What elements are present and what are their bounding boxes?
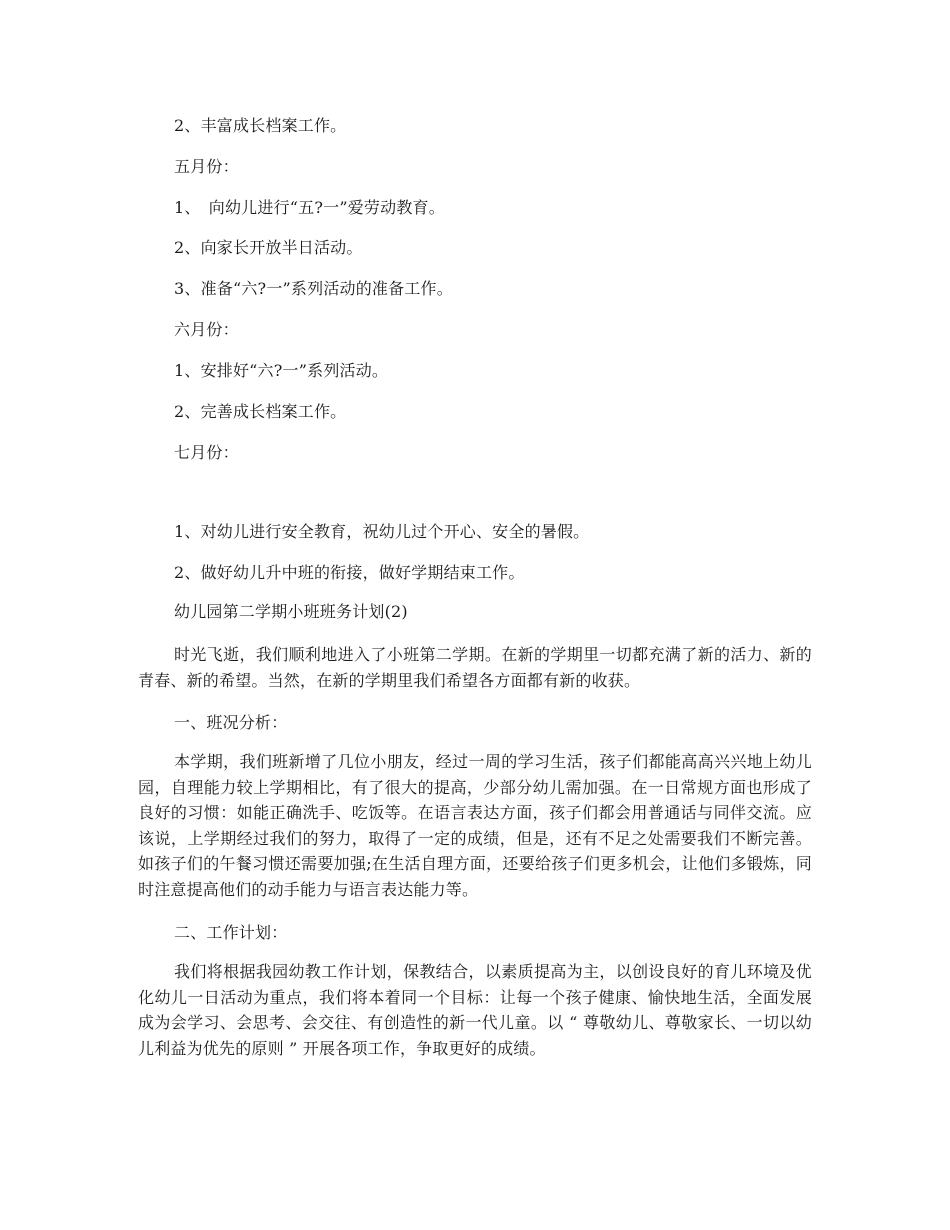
section2-heading: 二、工作计划： <box>174 923 288 942</box>
june-item-2: 2、完善成长档案工作。 <box>174 402 347 421</box>
june-item-1: 1、安排好“六?一”系列活动。 <box>174 361 389 380</box>
section2-paragraph: 我们将根据我园幼教工作计划，保教结合，以素质提高为主，以创设良好的育儿环境及优化幼儿一日活动为重点，我们将本着同一个目标：让每一个孩子健康、愉快地生活，全面发展成为会学习、会思考、会交往、有创造性的新一代儿童。以 “ 尊敬幼儿、尊敬家长、一切以幼儿利益为优先的原则 ” 开展各项工作，争取更好的成绩。 <box>138 962 812 1058</box>
june-heading: 六月份： <box>174 320 239 339</box>
may-heading: 五月份： <box>174 157 239 176</box>
may-item-3: 3、准备“六?一”系列活动的准备工作。 <box>174 279 453 298</box>
intro-paragraph: 时光飞逝，我们顺利地进入了小班第二学期。在新的学期里一切都充满了新的活力、新的青春、新的希望。当然，在新的学期里我们希望各方面都有新的收获。 <box>138 645 812 690</box>
section1-paragraph: 本学期，我们班新增了几位小朋友，经过一周的学习生活，孩子们都能高高兴兴地上幼儿园，自理能力较上学期相比，有了很大的提高，少部分幼儿需加强。在一日常规方面也形成了良好的习惯：如能正确洗手、吃饭等。在语言表达方面，孩子们都会用普通话与同伴交流。应该说，上学期经过我们的努力，取得了一定的成绩，但是，还有不足之处需要我们不断完善。如孩子们的午餐习惯还需要加强;在生活自理方面，还要给孩子们更多机会，让他们多锻炼，同时注意提高他们的动手能力与语言表达能力等。 <box>138 752 812 899</box>
may-archive-item: 2、丰富成长档案工作。 <box>174 116 347 135</box>
july-heading: 七月份： <box>174 443 239 462</box>
may-item-2: 2、向家长开放半日活动。 <box>174 238 363 257</box>
july-item-2: 2、做好幼儿升中班的衔接，做好学期结束工作。 <box>174 563 525 582</box>
july-item-1: 1、对幼儿进行安全教育，祝幼儿过个开心、安全的暑假。 <box>174 522 590 541</box>
plan-title: 幼儿园第二学期小班班务计划(2) <box>174 602 408 621</box>
section1-heading: 一、班况分析： <box>174 713 288 732</box>
may-item-1: 1、 向幼儿进行“五?一”爱劳动教育。 <box>174 198 445 217</box>
